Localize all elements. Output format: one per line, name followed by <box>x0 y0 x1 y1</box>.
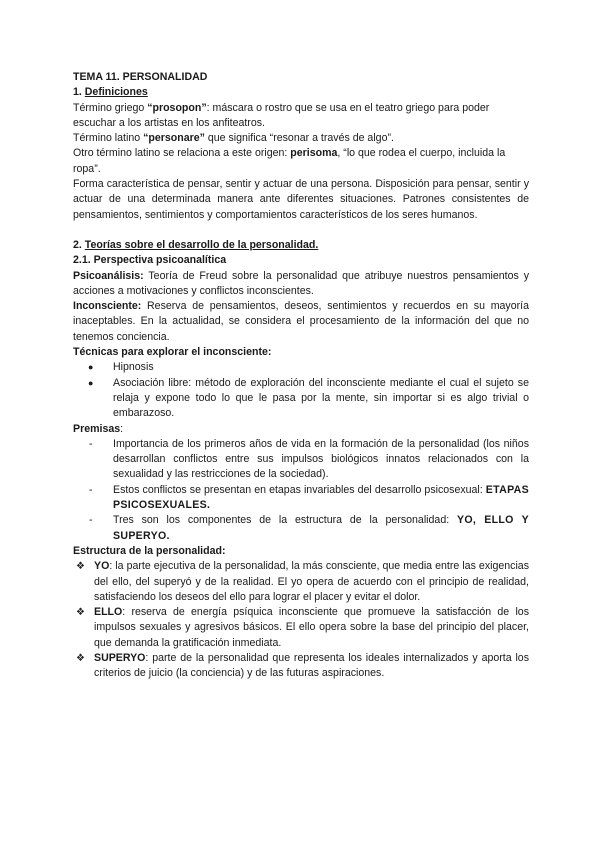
personality-definition: Forma característica de pensar, sentir y actuar de una persona. Disposición para pensar, sentir y actuar de una determinada manera ante diferentes situaciones. Patrones consistentes de pensamientos, sentimientos y comportamientos característicos de los seres humanos. <box>73 178 529 221</box>
yo-text: : la parte ejecutiva de la personalidad, la más consciente, que media entre las exigencias del ello, del superyó y de la realidad. El yo opera de acuerdo con el principio de realidad, satisfaciendo los deseos del ello para lograr el placer y evitar el dolor. <box>94 560 529 603</box>
subsection-2-1-heading: 2.1. Perspectiva psicoanalítica <box>73 254 227 267</box>
diamond-bullet-icon: ❖ <box>76 561 85 573</box>
estructura-list <box>73 559 529 681</box>
term-inconsciente: Inconsciente: <box>73 300 142 313</box>
list-item <box>73 376 529 422</box>
list-item-text: Asociación libre: método de exploración del inconsciente mediante el cual el sujeto se relaja y expone todo lo que le pasa por la mente, sin importar si es algo trivial o embarazoso. <box>113 376 529 420</box>
tecnicas-list <box>73 360 529 421</box>
section-2-number: 2. <box>73 238 85 251</box>
list-item <box>73 483 529 514</box>
components-yo-ello-superyo: YO, ELLO Y SUPERYO. <box>113 514 529 542</box>
psicoanalisis-text: Teoría de Freud sobre la personalidad que atribuye nuestros pensamientos y acciones a motivaciones y conflictos inconscientes. <box>73 269 529 297</box>
list-item-text: Tres son los componentes de la estructura de la personalidad: <box>113 514 457 527</box>
term-yo: YO <box>94 560 110 573</box>
page-title: TEMA 11. PERSONALIDAD <box>73 71 208 83</box>
ello-text: : reserva de energía psíquica inconsciente que promueve la satisfacción de los impulsos sexuales y agresivos básicos. El ello opera sobre la base del principio del placer, que demanda la gratificación inmediata. <box>94 606 529 649</box>
etapas-psicosexuales: ETAPAS PSICOSEXUALES. <box>113 483 529 512</box>
definition-personare <box>73 131 529 146</box>
list-item <box>73 513 529 544</box>
definition-prosopon-pre: Término griego <box>73 101 148 114</box>
list-item <box>73 651 529 682</box>
list-item <box>73 559 529 605</box>
diamond-bullet-icon: ❖ <box>76 607 85 619</box>
superyo-text: : parte de la personalidad que representa los ideales internalizados y aporta los criterios de juicio (la conciencia) y de las futuras aspiraciones. <box>94 651 529 680</box>
dash-icon: - <box>89 514 93 527</box>
term-perisoma: perisoma <box>290 147 338 160</box>
section-2-heading <box>73 238 529 253</box>
definition-prosopon-text: : máscara o rostro que se usa en el teatro griego para poder escuchar a los artistas en los anfiteatros. <box>73 101 490 129</box>
section-1-heading <box>73 85 529 100</box>
definition-perisoma-text: , “lo que rodea el cuerpo, incluida la ropa”. <box>73 147 506 175</box>
list-item <box>73 360 529 375</box>
dash-icon: - <box>89 483 93 496</box>
diamond-bullet-icon: ❖ <box>76 652 85 664</box>
term-ello: ELLO <box>94 606 123 619</box>
definition-personare-text: que significa “resonar a través de algo”. <box>204 132 394 145</box>
section-2-title: Teorías sobre el desarrollo de la personalidad. <box>84 238 319 251</box>
inconsciente-paragraph <box>73 299 529 345</box>
premisas-list <box>73 437 529 544</box>
premisas-heading <box>73 422 529 437</box>
bullet-icon: ● <box>88 362 94 373</box>
term-psicoanalisis: Psicoanálisis: <box>73 269 144 282</box>
bullet-icon: ● <box>88 377 94 388</box>
psicoanalisis-paragraph <box>73 269 529 300</box>
definition-personare-pre: Término latino <box>73 132 144 145</box>
tecnicas-heading: Técnicas para explorar el inconsciente: <box>73 346 272 359</box>
list-item <box>73 605 529 651</box>
term-superyo: SUPERYO <box>94 651 146 664</box>
dash-icon: - <box>89 437 93 450</box>
premisas-title: Premisas <box>73 422 121 435</box>
term-prosopon: “prosopon” <box>147 101 207 114</box>
document-page <box>73 70 529 682</box>
section-gap <box>73 223 529 238</box>
list-item-text: Estos conflictos se presentan en etapas invariables del desarrollo psicosexual: <box>113 483 486 496</box>
list-item-text: Hipnosis <box>113 361 154 374</box>
definition-perisoma <box>73 146 529 177</box>
definition-prosopon <box>73 101 529 132</box>
term-personare: “personare” <box>143 132 205 145</box>
list-item-text: Importancia de los primeros años de vida en la formación de la personalidad (los niños desarrollan conflictos entre sus impulsos biológicos innatos relacionados con la sexualidad y las restricciones de la sociedad). <box>113 437 529 481</box>
list-item <box>73 437 529 483</box>
premisas-colon: : <box>120 422 124 435</box>
section-1-title: Definiciones <box>84 86 148 99</box>
estructura-heading: Estructura de la personalidad: <box>73 544 226 557</box>
section-1-number: 1. <box>73 86 85 99</box>
definition-perisoma-pre: Otro término latino se relaciona a este origen: <box>73 147 291 160</box>
inconsciente-text: Reserva de pensamientos, deseos, sentimientos y recuerdos en su mayoría inaceptables. En la actualidad, se considera el procesamiento de la información del que no tenemos conciencia. <box>73 300 529 343</box>
